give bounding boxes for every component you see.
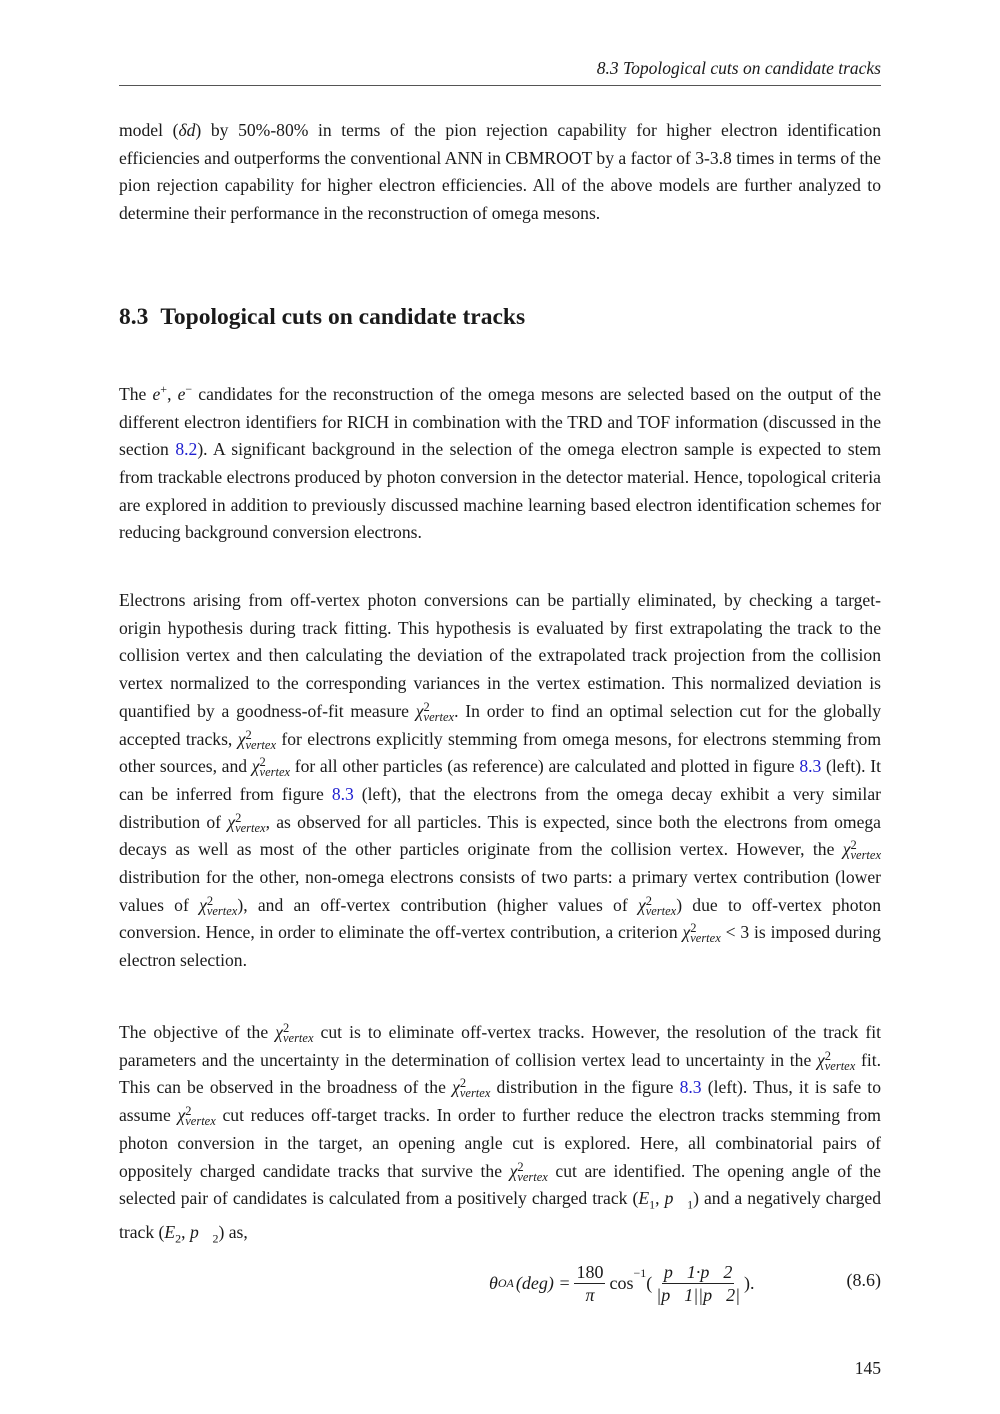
chi-symbol: χ <box>227 811 236 832</box>
text-run: , <box>167 383 178 404</box>
running-header: 8.3 Topological cuts on candidate tracks <box>596 58 881 78</box>
eq-num2: p⃗1·p⃗2 <box>663 1261 733 1282</box>
page-number: 145 <box>854 1358 881 1378</box>
cross-reference-link[interactable]: 8.3 <box>799 756 822 777</box>
equation-number: (8.6) <box>846 1270 881 1290</box>
text-run: ) and a negatively charged track ( <box>119 1188 881 1243</box>
chi-square-vertex <box>843 836 881 864</box>
chi-exponent: 2 <box>185 1104 192 1119</box>
chi-square-vertex <box>275 1019 313 1047</box>
text-run: distribution in the figure <box>490 1077 680 1098</box>
chi-exponent: 2 <box>235 810 242 825</box>
eq-tail: ). <box>744 1272 755 1293</box>
section-heading <box>119 304 537 331</box>
chi-symbol: χ <box>637 894 646 915</box>
chi-subscript: vertex <box>235 820 266 835</box>
chi-square-vertex <box>227 809 265 837</box>
eq-theta-sub: OA <box>497 1275 514 1290</box>
subscript: 1 <box>649 1197 656 1212</box>
text-run: , <box>655 1188 665 1209</box>
chi-symbol: χ <box>415 700 424 721</box>
section-title: Topological cuts on candidate tracks <box>160 304 526 330</box>
chi-symbol: χ <box>842 839 851 860</box>
text-run: ) as, <box>218 1222 248 1243</box>
chi-subscript: vertex <box>185 1114 216 1129</box>
paragraph-intro <box>119 117 881 228</box>
text-run: The objective of the <box>119 1022 276 1042</box>
text-run: Electrons arising from off-vertex photon conversions can be partially eliminated, by checking a target-origin hypothesis during track fitting. This hypothesis is evaluated by first extrapolating the track to the collision vertex and then calculating the deviation of the extrapolated track projection from the collision vertex normalized to the corresponding variances in the vertex estimation. This normalized deviation is quantified by a goodness-of-fit measure <box>119 590 881 721</box>
chi-subscript: vertex <box>645 903 677 918</box>
chi-exponent: 2 <box>259 755 266 770</box>
math-symbol: p⃗ <box>664 1188 688 1209</box>
section-number: 8.3 <box>119 304 149 330</box>
chi-exponent: 2 <box>517 1159 524 1174</box>
chi-subscript: vertex <box>245 737 276 752</box>
cross-reference-link[interactable]: 8.3 <box>331 783 354 804</box>
chi-symbol: χ <box>177 1105 186 1126</box>
chi-square-vertex <box>510 1158 548 1186</box>
chi-exponent: 2 <box>824 1048 831 1063</box>
chi-subscript: vertex <box>850 848 881 863</box>
math-symbol: e <box>177 383 186 404</box>
math-symbol: E <box>638 1188 650 1209</box>
chi-exponent: 2 <box>423 699 430 714</box>
paragraph-chi-vertex <box>119 587 881 975</box>
text-run: ), and an off-vertex contribution (higher values of <box>237 894 638 915</box>
text-run: for electrons explicitly stemming from omega mesons, for electrons stemming from other sources, and <box>119 728 882 777</box>
text-run: ). A significant background in the selection of the omega electron sample is expected to stem from trackable electrons produced by photon conversion in the detector material. Hence, topological criteria are explored in addition to previously discussed machine learning based electron identification schemes for reducing background conversion electrons. <box>119 439 882 543</box>
text-run: (left), that the electrons from the omega decay exhibit a very similar distribution of <box>119 783 881 832</box>
text-run: candidates for the reconstruction of the omega mesons are selected based on the output of the different electron identifiers for RICH in combination with the TRD and TOF information (discussed in the section <box>119 383 881 460</box>
text-run: ) by 50%-80% in terms of the pion rejection capability for higher electron identification efficiencies and outperforms the conventional ANN in CBMROOT by a factor of 3-3.8 times in terms of the pion rejection capability for higher electron efficiencies. All of the above models are further analyzed to determine their performance in the reconstruction of omega mesons. <box>119 120 881 224</box>
chi-symbol: χ <box>452 1077 460 1098</box>
chi-subscript: vertex <box>423 709 455 724</box>
text-run: fit. This can be observed in the broadness of the <box>119 1049 881 1098</box>
chi-symbol: χ <box>275 1022 283 1042</box>
chi-square-vertex <box>682 919 720 947</box>
eq-den: π <box>585 1284 595 1305</box>
math-symbol: e <box>152 383 161 404</box>
eq-fraction-dot-product <box>656 1261 740 1306</box>
eq-cos-sup: −1 <box>633 1266 647 1280</box>
chi-subscript: vertex <box>824 1058 856 1073</box>
cross-reference-link[interactable]: 8.2 <box>175 439 198 460</box>
chi-symbol: χ <box>682 922 691 943</box>
chi-square-vertex <box>199 892 237 920</box>
paragraph-candidates <box>119 376 881 547</box>
cross-reference-link[interactable]: 8.3 <box>679 1077 702 1098</box>
eq-cos: cos <box>609 1272 634 1293</box>
math-symbol: δd <box>178 120 196 140</box>
superscript: + <box>160 382 168 396</box>
chi-square-vertex <box>238 726 276 754</box>
chi-exponent: 2 <box>645 893 652 908</box>
text-run: cut are identified. The opening angle of the selected pair of candidates is calculated from a positively charged track ( <box>119 1160 881 1209</box>
chi-square-vertex <box>638 892 676 920</box>
chi-subscript: vertex <box>206 903 238 918</box>
chi-symbol: χ <box>237 728 246 749</box>
chi-square-vertex <box>452 1074 490 1102</box>
subscript: 2 <box>212 1231 219 1246</box>
chi-subscript: vertex <box>517 1169 548 1184</box>
chi-subscript: vertex <box>259 765 291 780</box>
eq-fraction-180-pi <box>574 1261 605 1306</box>
chi-symbol: χ <box>251 756 260 777</box>
text-run: for all other particles (as reference) are calculated and plotted in figure <box>290 756 800 777</box>
text-run: (left). It can be inferred from figure <box>119 756 881 804</box>
math-symbol: p⃗ <box>189 1222 213 1243</box>
header-rule <box>119 85 881 86</box>
chi-square-vertex <box>416 698 454 726</box>
eq-den2: |p⃗1||p⃗2| <box>656 1284 741 1305</box>
chi-square-vertex <box>817 1047 855 1075</box>
equation-8-6 <box>119 1258 881 1318</box>
text-run: < 3 is imposed during electron selection. <box>119 922 881 971</box>
text-run: The <box>119 383 153 404</box>
eq-theta: θ <box>489 1272 498 1293</box>
eq-open: ( <box>646 1272 653 1293</box>
chi-symbol: χ <box>199 894 207 915</box>
chi-exponent: 2 <box>690 921 697 936</box>
paragraph-opening-angle <box>119 1019 881 1254</box>
chi-square-vertex <box>178 1102 216 1130</box>
text-run: cut is to eliminate off-vertex tracks. However, the resolution of the track fit parameters and the uncertainty in the determination of collision vertex lead to uncertainty in the <box>119 1022 882 1070</box>
math-symbol: E <box>164 1222 176 1243</box>
eq-num: 180 <box>576 1261 604 1282</box>
chi-subscript: vertex <box>282 1031 314 1045</box>
text-run: , <box>181 1222 190 1243</box>
chi-symbol: χ <box>816 1049 825 1070</box>
chi-exponent: 2 <box>245 727 252 742</box>
text-run: distribution for the other, non-omega electrons consists of two parts: a primary vertex contribution (lower values of <box>119 867 881 915</box>
text-run: model ( <box>119 120 179 140</box>
chi-square-vertex <box>252 753 290 781</box>
superscript: − <box>185 382 193 396</box>
eq-lhs-arg: (deg) = <box>515 1272 571 1293</box>
chi-subscript: vertex <box>459 1086 491 1101</box>
chi-exponent: 2 <box>850 838 857 853</box>
text-run: , as observed for all particles. This is expected, since both the electrons from omega decays as well as most of the other particles originate from the collision vertex. However, the <box>119 811 881 860</box>
text-run: . In order to find an optimal selection cut for the globally accepted tracks, <box>119 700 882 749</box>
chi-exponent: 2 <box>282 1021 290 1035</box>
text-run: cut reduces off-target tracks. In order to further reduce the electron tracks stemming from photon conversion in the target, an opening angle cut is explored. Here, all combinatorial pairs of oppositely charged candidate tracks that survive the <box>119 1105 881 1181</box>
subscript: 2 <box>175 1231 182 1246</box>
text-run: (left). Thus, it is safe to assume <box>119 1077 881 1126</box>
chi-subscript: vertex <box>690 931 721 946</box>
chi-symbol: χ <box>509 1160 518 1181</box>
subscript: 1 <box>687 1197 694 1212</box>
chi-exponent: 2 <box>206 893 214 908</box>
chi-exponent: 2 <box>459 1076 467 1091</box>
text-run: ) due to off-vertex photon conversion. Hence, in order to eliminate the off-vertex contribution, a criterion <box>119 894 881 943</box>
